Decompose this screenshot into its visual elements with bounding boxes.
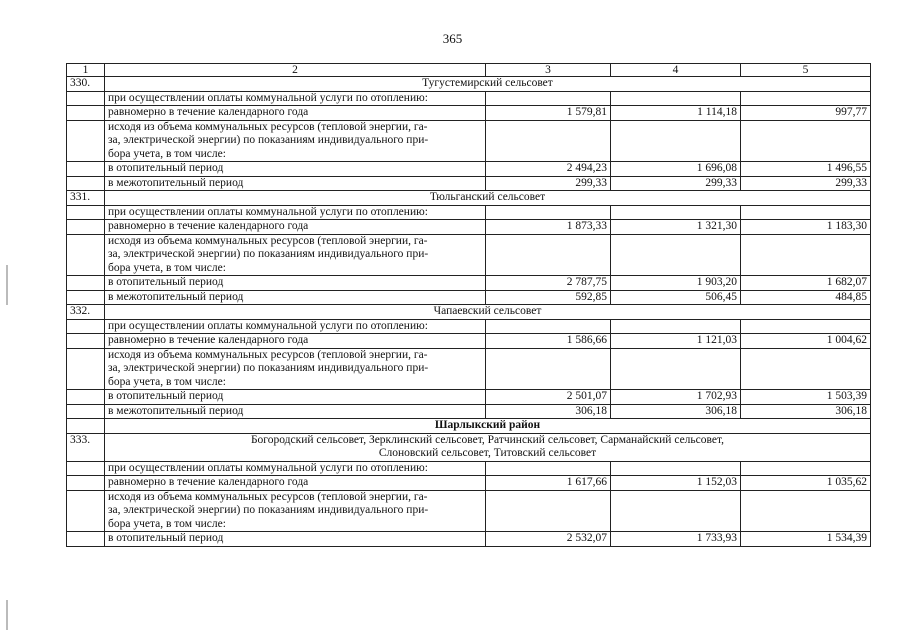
row-number (67, 348, 105, 390)
text-row (67, 461, 871, 476)
value-cell (611, 348, 741, 390)
value-cell (486, 91, 611, 106)
value-row (67, 476, 871, 491)
row-number (67, 162, 105, 177)
section-row (67, 77, 871, 92)
row-label: при осуществлении оплаты коммунальной услуги по отоплению: (105, 461, 486, 476)
row-number (67, 290, 105, 305)
value-row (67, 176, 871, 191)
row-number (67, 334, 105, 349)
value-cell (741, 205, 871, 220)
row-label-line: бора учета, в том числе: (108, 517, 226, 530)
section-title: Тугустемирский сельсовет (105, 77, 871, 92)
page-number: 365 (442, 31, 463, 46)
value-col5: 1 035,62 (741, 476, 871, 491)
row-label-line: исходя из объема коммунальных ресурсов (тепловой энергии, га- (108, 234, 428, 247)
value-row (67, 276, 871, 291)
value-cell (486, 490, 611, 532)
value-col5: 1 004,62 (741, 334, 871, 349)
section-title-line: Слоновский сельсовет, Титовский сельсовет (378, 447, 597, 459)
value-cell (486, 319, 611, 334)
row-number (67, 220, 105, 235)
value-col4: 1 733,93 (611, 532, 741, 547)
row-label-line: исходя из объема коммунальных ресурсов (тепловой энергии, га- (108, 348, 428, 361)
district-title: Шарлыкский район (105, 419, 871, 434)
row-label-line: за, электрической энергии) по показаниям индивидуального при- (108, 248, 429, 260)
value-row (67, 290, 871, 305)
value-col4: 1 696,08 (611, 162, 741, 177)
row-number (67, 276, 105, 291)
value-cell (486, 205, 611, 220)
value-row (67, 106, 871, 121)
row-number (67, 234, 105, 276)
value-cell (486, 461, 611, 476)
value-col3: 1 586,66 (486, 334, 611, 349)
value-cell (611, 319, 741, 334)
value-col4: 1 702,93 (611, 390, 741, 405)
row-number (67, 106, 105, 121)
value-col3: 1 873,33 (486, 220, 611, 235)
value-col5: 1 496,55 (741, 162, 871, 177)
value-cell (486, 120, 611, 162)
value-col5: 997,77 (741, 106, 871, 121)
section-title: Чапаевский сельсовет (105, 305, 871, 320)
section-row (67, 191, 871, 206)
row-number (67, 461, 105, 476)
section-title (105, 433, 871, 461)
row-label: в отопительный период (105, 532, 486, 547)
row-number (67, 419, 105, 434)
value-col5: 1 183,30 (741, 220, 871, 235)
value-cell (486, 348, 611, 390)
row-number (67, 476, 105, 491)
row-label-line: исходя из объема коммунальных ресурсов (тепловой энергии, га- (108, 490, 428, 503)
value-col3: 1 617,66 (486, 476, 611, 491)
row-label-line: за, электрической энергии) по показаниям индивидуального при- (108, 362, 429, 374)
row-number (67, 404, 105, 419)
value-col5: 299,33 (741, 176, 871, 191)
scan-margin-mark (6, 265, 8, 305)
row-label: в межотопительный период (105, 176, 486, 191)
value-col3: 2 501,07 (486, 390, 611, 405)
row-label-line: за, электрической энергии) по показаниям индивидуального при- (108, 504, 429, 516)
row-number (67, 490, 105, 532)
row-label (105, 120, 486, 162)
value-col3: 299,33 (486, 176, 611, 191)
value-col3: 2 787,75 (486, 276, 611, 291)
row-number: 332. (67, 305, 105, 320)
row-label-line: бора учета, в том числе: (108, 375, 226, 388)
value-col5: 1 503,39 (741, 390, 871, 405)
section-title-line: Богородский сельсовет, Зерклинский сельсовет, Ратчинский сельсовет, Сарманайский сельсовет, (250, 433, 725, 446)
value-cell (741, 234, 871, 276)
tariff-table (66, 63, 871, 547)
value-cell (741, 120, 871, 162)
value-row (67, 532, 871, 547)
tariff-table-body (67, 64, 871, 547)
value-col3: 306,18 (486, 404, 611, 419)
row-label: в межотопительный период (105, 290, 486, 305)
value-col3: 1 579,81 (486, 106, 611, 121)
value-cell (486, 234, 611, 276)
value-col3: 2 532,07 (486, 532, 611, 547)
value-col5: 1 534,39 (741, 532, 871, 547)
value-row (67, 162, 871, 177)
value-row (67, 220, 871, 235)
value-cell (741, 490, 871, 532)
column-number: 2 (105, 64, 486, 77)
value-col4: 306,18 (611, 404, 741, 419)
row-label: при осуществлении оплаты коммунальной услуги по отоплению: (105, 205, 486, 220)
section-title: Тюльганский сельсовет (105, 191, 871, 206)
value-col4: 1 114,18 (611, 106, 741, 121)
section-row (67, 305, 871, 320)
value-cell (611, 91, 741, 106)
row-label-line: бора учета, в том числе: (108, 147, 226, 160)
row-number (67, 390, 105, 405)
value-cell (741, 319, 871, 334)
row-label-line: за, электрической энергии) по показаниям индивидуального при- (108, 134, 429, 146)
row-number (67, 91, 105, 106)
value-cell (611, 461, 741, 476)
row-label (105, 234, 486, 276)
row-label: в отопительный период (105, 276, 486, 291)
value-cell (611, 120, 741, 162)
row-label (105, 348, 486, 390)
row-label: в отопительный период (105, 162, 486, 177)
scan-margin-mark (6, 600, 8, 630)
row-label: при осуществлении оплаты коммунальной услуги по отоплению: (105, 91, 486, 106)
value-col5: 484,85 (741, 290, 871, 305)
row-label: при осуществлении оплаты коммунальной услуги по отоплению: (105, 319, 486, 334)
multiline-row (67, 120, 871, 162)
row-number: 330. (67, 77, 105, 92)
value-cell (611, 205, 741, 220)
column-number: 5 (741, 64, 871, 77)
district-row (67, 419, 871, 434)
row-label: в отопительный период (105, 390, 486, 405)
value-cell (741, 91, 871, 106)
row-number (67, 319, 105, 334)
value-cell (741, 461, 871, 476)
row-number (67, 532, 105, 547)
value-col4: 1 903,20 (611, 276, 741, 291)
value-cell (611, 234, 741, 276)
row-number: 331. (67, 191, 105, 206)
text-row (67, 205, 871, 220)
value-row (67, 390, 871, 405)
row-label: в межотопительный период (105, 404, 486, 419)
row-number: 333. (67, 433, 105, 461)
row-label-line: исходя из объема коммунальных ресурсов (тепловой энергии, га- (108, 120, 428, 133)
row-label: равномерно в течение календарного года (105, 476, 486, 491)
text-row (67, 91, 871, 106)
row-label: равномерно в течение календарного года (105, 220, 486, 235)
value-col3: 2 494,23 (486, 162, 611, 177)
row-label-line: бора учета, в том числе: (108, 261, 226, 274)
value-row (67, 404, 871, 419)
column-number: 3 (486, 64, 611, 77)
row-label: равномерно в течение календарного года (105, 334, 486, 349)
value-row (67, 334, 871, 349)
value-col4: 1 321,30 (611, 220, 741, 235)
multiline-row (67, 490, 871, 532)
value-col4: 299,33 (611, 176, 741, 191)
section-row (67, 433, 871, 461)
row-label: равномерно в течение календарного года (105, 106, 486, 121)
row-label (105, 490, 486, 532)
value-col5: 1 682,07 (741, 276, 871, 291)
value-cell (611, 490, 741, 532)
row-number (67, 205, 105, 220)
value-cell (741, 348, 871, 390)
value-col4: 1 121,03 (611, 334, 741, 349)
value-col3: 592,85 (486, 290, 611, 305)
column-number: 1 (67, 64, 105, 77)
text-row (67, 319, 871, 334)
multiline-row (67, 234, 871, 276)
row-number (67, 176, 105, 191)
multiline-row (67, 348, 871, 390)
column-number: 4 (611, 64, 741, 77)
row-number (67, 120, 105, 162)
column-number-row (67, 64, 871, 77)
value-col5: 306,18 (741, 404, 871, 419)
value-col4: 506,45 (611, 290, 741, 305)
value-col4: 1 152,03 (611, 476, 741, 491)
